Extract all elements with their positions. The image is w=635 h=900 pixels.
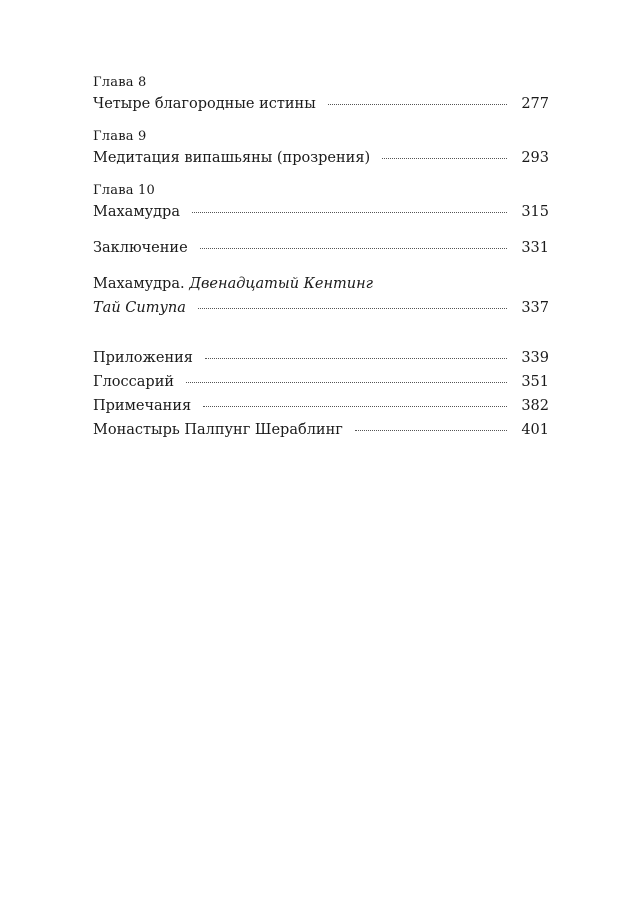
toc-entry-page: 382 bbox=[521, 398, 549, 414]
toc-entry-mahamudra-situpa bbox=[93, 296, 549, 320]
toc-entry-page: 331 bbox=[521, 240, 549, 256]
chapter-label: Глава 9 bbox=[93, 129, 147, 144]
toc-group-chapter-8 bbox=[93, 74, 549, 116]
toc-entry-conclusion bbox=[93, 236, 549, 260]
toc-group-back-matter bbox=[93, 346, 549, 442]
dot-leader bbox=[382, 158, 507, 159]
toc-entry-page: 337 bbox=[521, 300, 549, 316]
toc-entry-page: 277 bbox=[521, 96, 549, 112]
dot-leader bbox=[355, 430, 507, 431]
toc-entry-title-italic: Двенадцатый Кентинг bbox=[189, 276, 373, 292]
chapter-label: Глава 10 bbox=[93, 183, 155, 198]
toc-group-chapter-9 bbox=[93, 128, 549, 170]
toc-entry-title: Монастырь Палпунг Шераблинг bbox=[93, 422, 343, 438]
dot-leader bbox=[203, 406, 507, 407]
dot-leader bbox=[200, 248, 508, 249]
toc-entry-title: Четыре благородные истины bbox=[93, 96, 316, 112]
toc-entry-title: Заключение bbox=[93, 240, 188, 256]
toc-entry-chapter-10 bbox=[93, 200, 549, 224]
dot-leader bbox=[186, 382, 507, 383]
toc-entry-chapter-9 bbox=[93, 146, 549, 170]
toc-entry-title: Примечания bbox=[93, 398, 192, 414]
toc-entry-title: Медитация випашьяны (прозрения) bbox=[93, 150, 371, 166]
toc-group-chapter-10 bbox=[93, 182, 549, 224]
dot-leader bbox=[328, 104, 508, 105]
toc-entry-chapter-8 bbox=[93, 92, 549, 116]
toc-entry-page: 315 bbox=[521, 204, 549, 220]
dot-leader bbox=[205, 358, 507, 359]
toc-entry-appendices bbox=[93, 346, 549, 370]
toc-entry-title: Глоссарий bbox=[93, 374, 175, 390]
toc-entry-page: 401 bbox=[521, 422, 549, 438]
toc-group-conclusion bbox=[93, 236, 549, 260]
toc-entry-page: 293 bbox=[521, 150, 549, 166]
toc-entry-title-italic: Тай Ситупа bbox=[93, 300, 186, 316]
toc-entry-glossary bbox=[93, 370, 549, 394]
chapter-label: Глава 8 bbox=[93, 75, 147, 90]
toc-entry-title-line-1 bbox=[93, 272, 549, 296]
dot-leader bbox=[192, 212, 507, 213]
toc-entry-title: Махамудра bbox=[93, 204, 180, 220]
toc-entry-title: Приложения bbox=[93, 350, 193, 366]
toc-entry-title-plain: Махамудра. bbox=[93, 276, 190, 292]
toc-entry-page: 351 bbox=[521, 374, 549, 390]
table-of-contents bbox=[93, 74, 549, 442]
toc-entry-notes bbox=[93, 394, 549, 418]
toc-entry-page: 339 bbox=[521, 350, 549, 366]
dot-leader bbox=[198, 308, 507, 309]
toc-group-mahamudra-situpa bbox=[93, 272, 549, 320]
toc-entry-monastery bbox=[93, 418, 549, 442]
section-spacer bbox=[93, 332, 549, 346]
